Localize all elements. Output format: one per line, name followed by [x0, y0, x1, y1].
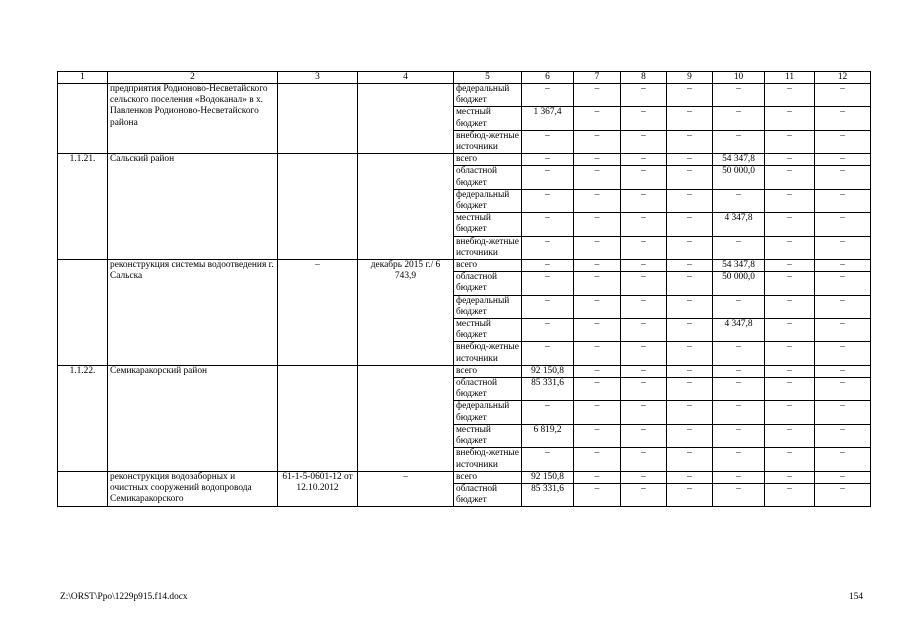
- amount-cell: –: [713, 483, 765, 506]
- amount-cell: –: [765, 189, 815, 212]
- item-deadline: [358, 365, 454, 471]
- amount-cell: –: [574, 448, 621, 471]
- item-name: Сальский район: [108, 154, 278, 260]
- amount-cell: –: [574, 213, 621, 236]
- amount-cell: –: [765, 84, 815, 107]
- header-cell: 7: [574, 72, 621, 84]
- amount-cell: –: [765, 378, 815, 401]
- amount-cell: –: [765, 401, 815, 424]
- amount-cell: –: [765, 365, 815, 377]
- amount-cell: 54 347,8: [713, 260, 765, 272]
- amount-cell: 54 347,8: [713, 154, 765, 166]
- funding-source: местный бюджет: [454, 424, 522, 447]
- amount-cell: –: [667, 319, 713, 342]
- header-cell: 3: [278, 72, 358, 84]
- item-deadline: –: [358, 471, 454, 507]
- amount-cell: 92 150,8: [522, 365, 574, 377]
- amount-cell: –: [621, 260, 667, 272]
- amount-cell: –: [815, 378, 871, 401]
- amount-cell: –: [667, 189, 713, 212]
- amount-cell: –: [574, 130, 621, 153]
- item-deadline: [358, 154, 454, 260]
- item-registration: 61-1-5-0601-12 от 12.10.2012: [278, 471, 358, 507]
- item-registration: [278, 154, 358, 260]
- amount-cell: –: [815, 448, 871, 471]
- amount-cell: –: [522, 213, 574, 236]
- amount-cell: –: [621, 213, 667, 236]
- amount-cell: –: [765, 483, 815, 506]
- amount-cell: –: [522, 154, 574, 166]
- amount-cell: –: [522, 260, 574, 272]
- amount-cell: –: [574, 424, 621, 447]
- amount-cell: –: [765, 448, 815, 471]
- amount-cell: –: [667, 471, 713, 483]
- amount-cell: –: [713, 130, 765, 153]
- amount-cell: –: [667, 154, 713, 166]
- amount-cell: –: [667, 130, 713, 153]
- amount-cell: –: [574, 107, 621, 130]
- amount-cell: –: [621, 166, 667, 189]
- amount-cell: –: [815, 471, 871, 483]
- amount-cell: 6 819,2: [522, 424, 574, 447]
- amount-cell: –: [815, 401, 871, 424]
- amount-cell: –: [621, 448, 667, 471]
- funding-source: всего: [454, 154, 522, 166]
- amount-cell: –: [713, 365, 765, 377]
- amount-cell: –: [667, 401, 713, 424]
- amount-cell: –: [713, 424, 765, 447]
- amount-cell: –: [621, 107, 667, 130]
- funding-source: всего: [454, 260, 522, 272]
- table-row: [58, 260, 871, 272]
- amount-cell: –: [621, 84, 667, 107]
- amount-cell: –: [765, 342, 815, 365]
- table-row: [58, 154, 871, 166]
- header-cell: 2: [108, 72, 278, 84]
- amount-cell: –: [574, 260, 621, 272]
- amount-cell: –: [522, 84, 574, 107]
- header-cell: 5: [454, 72, 522, 84]
- funding-source: всего: [454, 471, 522, 483]
- amount-cell: –: [621, 295, 667, 318]
- header-cell: 1: [58, 72, 108, 84]
- funding-source: областной бюджет: [454, 272, 522, 295]
- amount-cell: –: [667, 295, 713, 318]
- amount-cell: –: [574, 471, 621, 483]
- amount-cell: –: [765, 154, 815, 166]
- amount-cell: 50 000,0: [713, 166, 765, 189]
- funding-source: внебюд-жетные источники: [454, 236, 522, 259]
- amount-cell: –: [522, 166, 574, 189]
- amount-cell: –: [574, 166, 621, 189]
- header-cell: 10: [713, 72, 765, 84]
- item-deadline: декабрь 2015 г./ 6 743,9: [358, 260, 454, 366]
- amount-cell: –: [621, 189, 667, 212]
- amount-cell: –: [667, 272, 713, 295]
- amount-cell: –: [574, 236, 621, 259]
- amount-cell: –: [621, 272, 667, 295]
- table-row: [58, 471, 871, 483]
- budget-table: [57, 71, 871, 507]
- amount-cell: 92 150,8: [522, 471, 574, 483]
- amount-cell: –: [574, 84, 621, 107]
- funding-source: местный бюджет: [454, 213, 522, 236]
- amount-cell: –: [713, 401, 765, 424]
- amount-cell: –: [621, 401, 667, 424]
- amount-cell: –: [667, 84, 713, 107]
- amount-cell: –: [574, 378, 621, 401]
- amount-cell: –: [621, 130, 667, 153]
- amount-cell: –: [621, 483, 667, 506]
- header-cell: 6: [522, 72, 574, 84]
- amount-cell: –: [522, 189, 574, 212]
- page-number: 154: [848, 592, 863, 602]
- amount-cell: –: [667, 483, 713, 506]
- amount-cell: –: [667, 213, 713, 236]
- amount-cell: –: [815, 319, 871, 342]
- amount-cell: –: [574, 365, 621, 377]
- item-number: [58, 471, 108, 507]
- amount-cell: –: [765, 319, 815, 342]
- amount-cell: –: [765, 166, 815, 189]
- item-number: 1.1.21.: [58, 154, 108, 260]
- item-name: Семикаракорский район: [108, 365, 278, 471]
- amount-cell: –: [667, 365, 713, 377]
- amount-cell: –: [713, 378, 765, 401]
- amount-cell: –: [621, 365, 667, 377]
- item-deadline: [358, 84, 454, 154]
- amount-cell: –: [522, 401, 574, 424]
- amount-cell: –: [815, 295, 871, 318]
- amount-cell: –: [713, 107, 765, 130]
- item-name: реконструкция системы водоотведения г. Сальска: [108, 260, 278, 366]
- amount-cell: –: [667, 107, 713, 130]
- item-name: реконструкция водозаборных и очистных сооружений водопровода Семикаракорского: [108, 471, 278, 507]
- amount-cell: –: [815, 272, 871, 295]
- amount-cell: 50 000,0: [713, 272, 765, 295]
- amount-cell: 85 331,6: [522, 378, 574, 401]
- amount-cell: –: [574, 401, 621, 424]
- funding-source: федеральный бюджет: [454, 189, 522, 212]
- amount-cell: –: [713, 448, 765, 471]
- item-registration: –: [278, 260, 358, 366]
- amount-cell: –: [765, 295, 815, 318]
- amount-cell: –: [815, 342, 871, 365]
- amount-cell: –: [522, 236, 574, 259]
- amount-cell: –: [713, 189, 765, 212]
- header-cell: 4: [358, 72, 454, 84]
- amount-cell: –: [765, 213, 815, 236]
- amount-cell: –: [765, 130, 815, 153]
- amount-cell: 1 367,4: [522, 107, 574, 130]
- funding-source: областной бюджет: [454, 483, 522, 506]
- amount-cell: –: [667, 166, 713, 189]
- amount-cell: –: [765, 424, 815, 447]
- item-registration: [278, 365, 358, 471]
- funding-source: местный бюджет: [454, 319, 522, 342]
- amount-cell: 4 347,8: [713, 213, 765, 236]
- amount-cell: –: [621, 154, 667, 166]
- item-registration: [278, 84, 358, 154]
- amount-cell: –: [621, 236, 667, 259]
- amount-cell: –: [815, 424, 871, 447]
- amount-cell: –: [815, 130, 871, 153]
- header-cell: 8: [621, 72, 667, 84]
- item-number: [58, 84, 108, 154]
- funding-source: областной бюджет: [454, 378, 522, 401]
- amount-cell: –: [815, 213, 871, 236]
- amount-cell: –: [574, 483, 621, 506]
- amount-cell: –: [815, 84, 871, 107]
- table-row: [58, 84, 871, 107]
- amount-cell: –: [667, 424, 713, 447]
- amount-cell: –: [713, 295, 765, 318]
- amount-cell: –: [765, 107, 815, 130]
- amount-cell: –: [713, 471, 765, 483]
- amount-cell: –: [621, 424, 667, 447]
- amount-cell: –: [522, 448, 574, 471]
- amount-cell: –: [667, 260, 713, 272]
- amount-cell: 4 347,8: [713, 319, 765, 342]
- amount-cell: –: [765, 471, 815, 483]
- funding-source: внебюд-жетные источники: [454, 130, 522, 153]
- amount-cell: –: [522, 319, 574, 342]
- funding-source: федеральный бюджет: [454, 401, 522, 424]
- amount-cell: –: [815, 107, 871, 130]
- item-name: предприятия Родионово-Несветайского сельского поселения «Водоканал» в х. Павленков Родионово-Несветайского района: [108, 84, 278, 154]
- amount-cell: –: [713, 84, 765, 107]
- amount-cell: –: [574, 154, 621, 166]
- amount-cell: –: [621, 471, 667, 483]
- amount-cell: –: [621, 319, 667, 342]
- funding-source: внебюд-жетные источники: [454, 342, 522, 365]
- amount-cell: –: [574, 295, 621, 318]
- header-cell: 12: [815, 72, 871, 84]
- amount-cell: –: [815, 483, 871, 506]
- amount-cell: –: [815, 154, 871, 166]
- amount-cell: –: [765, 260, 815, 272]
- amount-cell: –: [713, 342, 765, 365]
- amount-cell: –: [713, 236, 765, 259]
- funding-source: федеральный бюджет: [454, 295, 522, 318]
- funding-source: внебюд-жетные источники: [454, 448, 522, 471]
- amount-cell: –: [765, 272, 815, 295]
- funding-source: местный бюджет: [454, 107, 522, 130]
- amount-cell: –: [522, 342, 574, 365]
- amount-cell: 85 331,6: [522, 483, 574, 506]
- header-row: [58, 72, 871, 84]
- amount-cell: –: [815, 166, 871, 189]
- amount-cell: –: [667, 378, 713, 401]
- amount-cell: –: [621, 378, 667, 401]
- amount-cell: –: [815, 236, 871, 259]
- amount-cell: –: [574, 272, 621, 295]
- amount-cell: –: [667, 448, 713, 471]
- file-path: Z:\ORST\Ppo\1229p915.f14.docx: [60, 592, 188, 602]
- amount-cell: –: [621, 342, 667, 365]
- amount-cell: –: [815, 189, 871, 212]
- amount-cell: –: [522, 295, 574, 318]
- table-row: [58, 365, 871, 377]
- funding-source: федеральный бюджет: [454, 84, 522, 107]
- funding-source: областной бюджет: [454, 166, 522, 189]
- amount-cell: –: [522, 130, 574, 153]
- amount-cell: –: [574, 319, 621, 342]
- amount-cell: –: [765, 236, 815, 259]
- header-cell: 9: [667, 72, 713, 84]
- amount-cell: –: [667, 236, 713, 259]
- funding-source: всего: [454, 365, 522, 377]
- item-number: 1.1.22.: [58, 365, 108, 471]
- amount-cell: –: [574, 189, 621, 212]
- amount-cell: –: [574, 342, 621, 365]
- header-cell: 11: [765, 72, 815, 84]
- item-number: [58, 260, 108, 366]
- amount-cell: –: [522, 272, 574, 295]
- amount-cell: –: [815, 365, 871, 377]
- amount-cell: –: [667, 342, 713, 365]
- amount-cell: –: [815, 260, 871, 272]
